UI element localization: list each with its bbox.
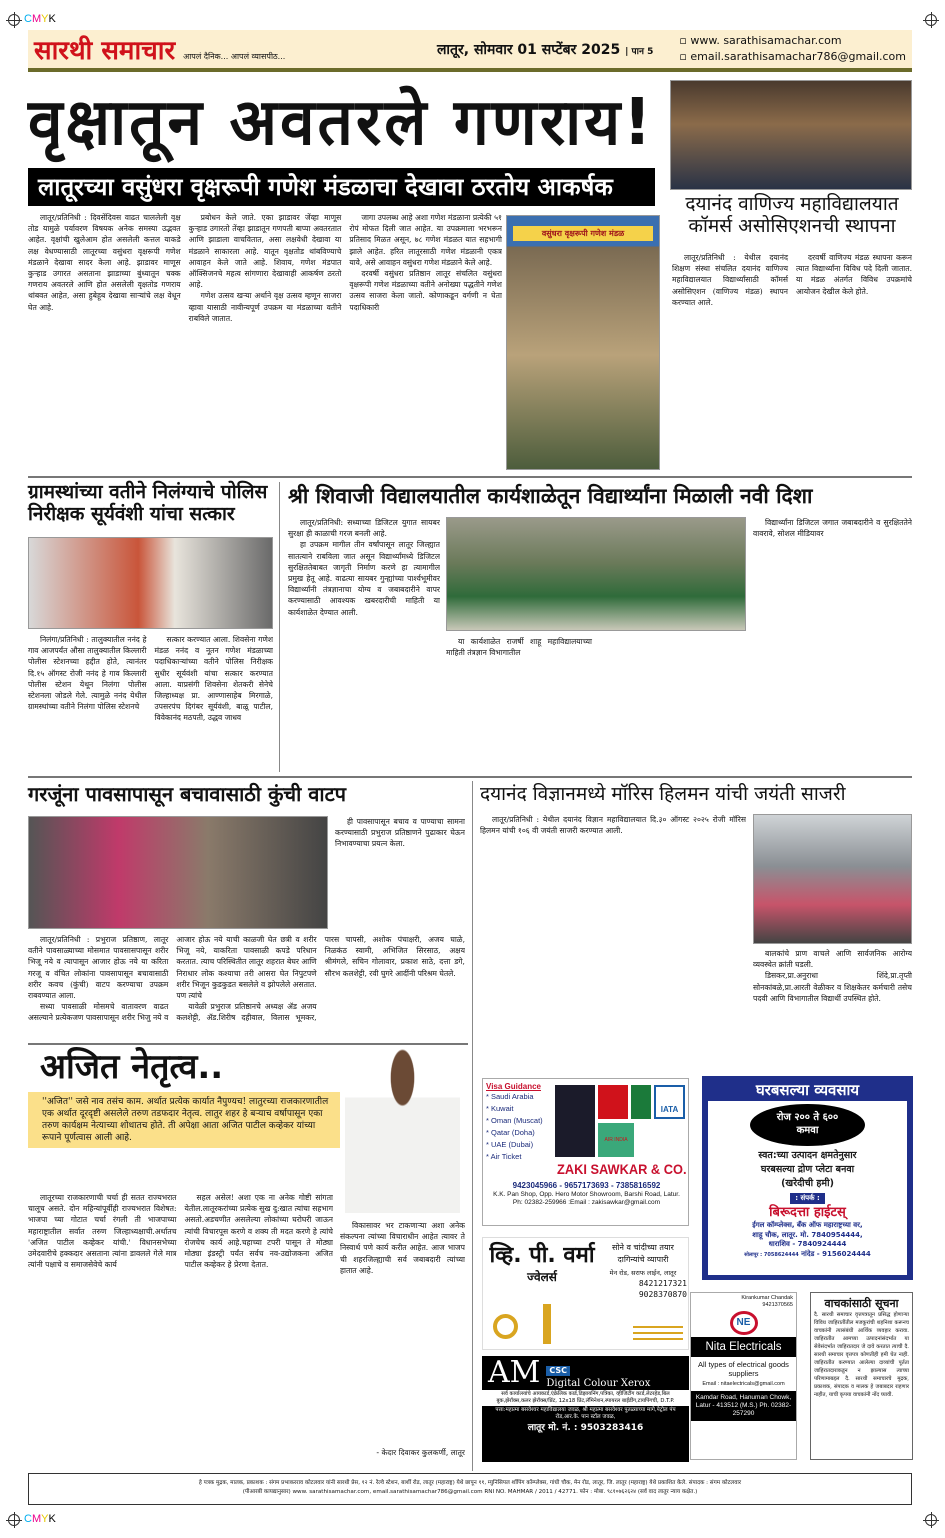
registration-mark-icon (8, 1514, 20, 1526)
nita-electricals-ad (690, 1292, 797, 1460)
lead-article-body: लातूर/प्रतिनिधी : दिवसेंदिवस वाढत चाललेली वृक्ष तोड यामुळे पर्यावरण विषयक अनेक समस्या उद्भवत आहेत. वृक्षांची खुलेआम होत असलेली कत्तल याकडे लक्ष वेधण्यासाठी लातूरच्या वसुंधरा वृक्षरूपी गणेश मंडळाने देखावा सादर केला आहे. झाडावर माणूस कुऱ्हाड उगारत असताना झाडाच्या बुंध्यातून चक्क गणराय अवतरले आणि होत असलेली वृक्षतोड गणराय थांबवत आहेत, असा हुबेहूब देखावा सार्‍यांचे लक्ष वेधून घेत आहे. प्रबोधन केले जाते. एका झाडावर जेंव्हा माणूस कुऱ्हाड उगारतो तेंव्हा झाडातून गणपती बाप्पा अवतरतात आणि झाडाला वाचवितात, असा लक्षवेधी देखावा या मंडळाने साकारला आहे. यातून वृक्षतोड थांबविण्याचे आवाहन केले जाते आहे. शिवाय, गणेश मंडपात ऑक्सिजनचे महत्व सांगणारा देखावाही आकर्षण ठरतो आहे. गणेश उत्सव खऱ्या अर्थाने वृक्ष उत्सव म्हणून साजरा व्हावा यासाठी नावीन्यपूर्ण उपक्रम या मंडळाच्या वतीने राबविले जातात. जागा उपलब्ध आहे अशा गणेश मंडळाना प्रत्येकी ५१ रोपं मोफत दिली जात आहेत. या उपक्रमाला भरभरून प्रतिसाद मिळत असून, ७८ गणेश मंडळत यात सहभागी झाले आहेत. हरित लातूरसाठी गणेश मंडळानी एकत्र यावे, असे आवाहन वसुंधरा गणेश मंडळाने केले आहे. दरवर्षी वसुंधरा प्रतिष्ठान लातूर संचलित वसुंधरा वृक्षरूपी गणेश मंडळाच्या वतीने अनोख्या पद्धतीने गणेश उत्सव साजरा केला जातो. कोणाकडून वर्गणी न घेता पदाधिकारी (28, 213, 502, 323)
police-headline: ग्रामस्थांच्या वतीने निलंग्याचे पोलिस निरीक्षक सूर्यवंशी यांचा सत्कार (28, 481, 268, 525)
issue-date (437, 40, 653, 59)
cmyk-mark (24, 1513, 56, 1525)
necklace-icon (543, 1304, 551, 1344)
date-text: लातूर, सोमवार 01 सप्टेंबर 2025 (436, 41, 621, 58)
jeweller-phone: 9028370870 (638, 1290, 687, 1299)
cmyk-c: C (24, 13, 32, 25)
ganesh-tree-photo (506, 215, 660, 470)
shivaji-headline: श्री शिवाजी विद्यालयातील कार्यशाळेतून विद्यार्थ्यांना मिळाली नवी दिशा (288, 484, 813, 508)
contact-links (679, 33, 906, 65)
ajit-article-body-2: विकासावर भर टाकणाऱ्या अशा अनेक संकल्पना त्यांच्या विचाराधीन आहेत त्यावर ते निस्वार्थ पणे कार्य करीत आहेत. आज भाजप ची शहरजिल्ह्याची सर्व जबाबदारी त्यांच्या हातात आहे. (340, 1221, 465, 1275)
cmyk-m: M (31, 13, 42, 25)
morris-article-body-2: बालकांचे प्राण वाचले आणि सार्वजनिक आरोग्य व्यवस्थेत क्रांती घडली. डिसकर,प्रा.अनुराधा शिंदे,प्रा.तृप्ती सोनकांबळे,प्रा.आरती वेळीकर व शिक्षकेतर कर्मचारी तसेच पदवी आणि विभागातील विद्यार्थी उपस्थित होते. (753, 949, 912, 1003)
morris-article-body: लातूर/प्रतिनिधी : येथील दयानंद विज्ञान महाविद्यालयात दि.३० ऑगस्ट २०२५ रोजी मॉरिस हिलमन यांची १०६ वी जयंती साजरी करण्यात आली. (480, 815, 746, 836)
imprint-line: (पीआरबी कायद्यानुसार) www. sarathisamachar.com, email.sarathisamachar786@gmail.com RNI NO. MAHMAR / 2011 / 42771. फोन : मोबा. ९८१०७६२६२४ (सर्व वाद लातूर न्याय कक्षेत.) (242, 1489, 698, 1495)
bangle-icon (493, 1314, 518, 1339)
kunchi-headline: गरजूंना पावसापासून बचावासाठी कुंची वाटप (28, 782, 347, 806)
ajit-quote-box: ''अजित'' जसे नाव तसंच काम. अर्थात प्रत्येक कार्यात नैपुण्यच! लातुरच्या राजकारणातील एक अर्थात दूरदृष्टी असलेले तरुण तडफदार नेतृत्व. लातुर शहर हे बऱ्याच वर्षापासून एका तरुण कार्यक्षम नेत्याच्या शोधातच होते. ती अपेक्षा आता अजित पाटील कव्हेकर यांच्या रूपाने पूर्णत्वास आली आहे. (28, 1092, 340, 1148)
jeweller-address: मेन रोड, सराफ लाईन, लातूर (609, 1269, 677, 1277)
chains-icon (633, 1326, 683, 1344)
visa-country-list: * Saudi Arabia * Kuwait * Oman (Muscat) * Qatar (Doha) * UAE (Dubai) * Air Ticket (486, 1092, 543, 1161)
imprint-footer (28, 1473, 912, 1505)
cmyk-c: C (24, 1513, 32, 1525)
cmyk-k: K (48, 13, 56, 25)
notice-title: वाचकांसाठी सूचना (824, 1297, 899, 1310)
jeweller-desc: सोने व चांदीच्या तयार (612, 1243, 674, 1252)
shivaji-article-body-3: विद्यार्थ्यांना डिजिटल जगात जबाबदारीने व सुरक्षिततेने वावरावे, सोशल मीडियावर (753, 518, 912, 539)
lead-headline: वृक्षातून अवतरले गणराय! (28, 86, 655, 160)
website-link[interactable]: ▫ www. sarathisamachar.com (679, 34, 842, 47)
zaki-contact-block (486, 1180, 687, 1207)
owner-phone: 9421370565 (762, 1302, 793, 1308)
zaki-phones: 9423045966 - 9657173693 - 7385816592 (512, 1181, 661, 1190)
am-title: Digital Colour Xerox (546, 1378, 651, 1389)
am-phone: लातूर मो. नं. : 9503283416 (527, 1423, 644, 1433)
section-divider (28, 1043, 468, 1045)
workshop-photo (446, 517, 746, 631)
gharbasalya-title: घरबसल्या व्यवसाय (755, 1081, 860, 1099)
jeweller-desc: दागिन्यांचे व्यापारी (617, 1255, 669, 1264)
tagline: आपलं दैनिक... आपलं व्यासपीठ... (183, 52, 286, 61)
am-digital-xerox-ad (482, 1356, 689, 1462)
cmyk-k: K (48, 1513, 56, 1525)
earnings-burst: रोज २०० ते ६०० कमवा (750, 1104, 865, 1146)
cmyk-m: M (31, 1513, 42, 1525)
zaki-address: K.K. Pan Shop, Opp. Hero Motor Showroom, Barshi Road, Latur. (493, 1191, 680, 1198)
felicitation-photo (28, 537, 273, 629)
ajit-article-body: लातूरच्या राजकारणाची चर्चा ही सतत राज्यभरात चालूच असते. दोन महिन्यांपूर्वीही राज्यभरात विशेषत: भाजपा च्या गोटात चर्चा रंगली ती भाजपाच्या महाराष्ट्रातील सर्वात तरुण जिल्हाध्यक्षाची.अर्थातच 'अजित पाटील कव्हेकर यांची.' विधानसभेच्या उमेदवारीचे हक्कदार असताना त्यांना डावलले गेले मात्र त्यांनी पक्षाचे व समाजसेवेचे कार्य सहल असेल! अशा एक ना अनेक गोष्टी सांगता येतील.लातूरकरांच्या प्रत्येक सुख दु:खात त्यांचा सहभाग असतो.अडचणीत असलेल्या लोकांच्या घरोघरी जाऊन त्यांची विचारपूस करणे व शक्य ती मदत करणे हे त्यांचे रोजचेच कार्य आहे.चहाच्या टपरी पासून ते मोठ्या मोठ्या इंडस्ट्री पर्यंत सर्वच नव-उद्योजकना अजित पाटील कव्हेकर हे प्रेरणा देतात. (28, 1193, 333, 1270)
photo-banner-text: वसुंधरा वृक्षरूपी गणेश मंडळ (513, 226, 653, 241)
nita-name: Nita Electricals (691, 1337, 796, 1357)
kunchi-article-side: ही पावसापासून बचाव व पाण्याचा सामना करण्यासाठी प्रभुराज प्रतिष्ठाणने पुढाकार घेऊन निभावण्याचा प्रयत्न केला. (335, 817, 465, 849)
column-divider (279, 482, 280, 772)
commerce-headline: दयानंद वाणिज्य महाविद्यालयात कॉमर्स असोसिएशनची स्थापना (685, 193, 899, 237)
page-number: | पान 5 (625, 46, 654, 57)
owner-name: Kirankumar Chandak (741, 1295, 793, 1301)
masthead (28, 30, 912, 72)
air-india-ticket-icon: AIR INDIA (598, 1123, 634, 1157)
zaki-sawkar-ad (482, 1078, 689, 1226)
nita-email: Email : nitaelectricals@gmail.com (702, 1381, 785, 1387)
jeweller-phone: 8421217321 (638, 1279, 687, 1288)
vp-verma-jewellers-ad (482, 1237, 689, 1350)
cmyk-mark (24, 13, 56, 25)
gharbasalya-ad: घरबसल्या व्यवसाय रोज २०० ते ६०० कमवा स्वत:च्या उत्पादन क्षमतेनुसार घरबसल्या द्रोण प्लेटा बनवा (खरेदीची हमी) : संपर्क : बिरूदत्ता हाईटस् ईगल कॉम्प्लेक्स, बँक ऑफ महाराष्ट्रच्या वर, शाहू चौक, लातूर. मो. 7840954444, धाराशिव - 7840924444 सोलापूर : 7058624444 नांदेड - 9156024444 (702, 1076, 913, 1280)
morris-event-photo (753, 814, 912, 944)
contact-label: : संपर्क : (790, 1193, 825, 1204)
zaki-email: Ph: 02382-259966 :Email : zakisawkar@gmail.com (512, 1199, 661, 1206)
csc-logo: CSC (546, 1366, 570, 1376)
police-article-body: निलंगा/प्रतिनिधी : तालुक्यातील ननंद हे गाव आजपर्यंत औसा तालुक्यातील किल्लारी पोलीस स्टेशनच्या हद्दीत होते, त्यानंतर दि.१५ ऑगस्ट रोजी ननंद हे गाव किल्लारी पोलीस स्टेशन येथून निलंगा पोलीस स्टेशनला जोडले गेले. त्यामुळे ननंद येथील ग्रामस्थांच्या वतीने निलंगा पोलिस स्टेशनचे सत्कार करण्यात आला. शिवसेना गणेश मंडळ ननंद व नूतन गणेश मंडळाच्या पदाधिकाऱ्यांच्या वतीने पोलिस निरीक्षक सुधीर सूर्यवंशी यांचा सत्कार करण्यात आला. याप्रसंगी शिवसेना शेतकरी सेनेचे जिल्हाध्यक्ष प्रा. आण्णासाहेब मिरगाळे, उपसरपंच दिगंबर सूर्यवंशी, बाळू पाटील, विवेकानंद मठपती, उद्धव जाधव (28, 635, 273, 723)
iata-logo: IATA (654, 1085, 685, 1119)
registration-mark-icon (925, 1514, 937, 1526)
ad-line: घरबसल्या द्रोण प्लेटा बनवा (760, 1164, 855, 1175)
zaki-name-block (557, 1161, 687, 1179)
reader-notice-box (810, 1292, 913, 1460)
email-link[interactable]: ▫ email.sarathisamachar786@gmail.com (679, 50, 906, 63)
passport-icon (555, 1085, 595, 1157)
visa-guidance-title: Visa Guidance (486, 1082, 541, 1091)
registration-mark-icon (925, 14, 937, 26)
jeweller-name: व्हि. पी. वर्मा (489, 1243, 595, 1268)
am-address: पत्ता:महात्मा बसवेश्वर महाविद्यालया जवळ, श्री महात्मा बसवेश्वर पुतळ्याच्या मागे,पेट्रोल पंप रोड,आर.के. पान स्टॉल जवळ, (495, 1407, 676, 1420)
am-services: सर्व कार्यालयांचे आयकार्ड,एंक्रेलिक कार्ड,डिझायनिंग,पत्रिका, व्हीजिटींग कार्ड,लेटरहेड,बिल बुक,झेरॉक्स,कलर झेरॉक्स/प्रिंट, 12x18 प्रिंट,लॅमिनेशन,स्पायरल बाईंडींग,टायपिंगची, D.T.P. (482, 1390, 689, 1406)
section-divider (28, 476, 912, 478)
shivaji-article-body-2: या कार्यशाळेत राजर्षी शाहू महाविद्यालयाच्या माहिती तंत्रज्ञान विभागातील (446, 637, 592, 658)
mosque-icon (631, 1085, 651, 1119)
kunchi-article-body: लातूर/प्रतिनिधी : प्रभुराज प्रतिष्ठाण, लातूर वतीने पावसाळ्याच्या मोसमात पावसासपासून शरीर भिजू नये व त्यापासून आजार होऊ नये या करिता गरजू व वंचित लोकांना पावसापासून बचावासाठी शरीर कवच (कुंची) वाटप करण्याचा उपक्रम राबवण्यात आला. सध्या पावसाळी मोसमचे वातावरण वाढत असल्याने प्रत्येकजण पावसापासून शरीर भिजु नये व आजार होऊ नये याची काळजी घेत छत्री व शरीर भिजू नये, याकरिता पावसाळी कपडे परिधान करतात. त्याच परिस्थितीत लातूर शहरात बेघर आणि निराधार लोक कश्याचा तरी आसरा घेत निपुटपणे शरीर भिजून कुडकुडत बसलेले व झोपलेले असतात. पण त्यांचे यावेळी प्रभुराज प्रतिष्ठानचे अध्यक्ष ॲड अजय कलशेट्टी, ॲड.शिरीष दहीवाल, विलास भूमकर, पारस चापसी, अशोक पंचाक्षरी, अजय घाळे, निळकंठ स्वामी, अभिजित सिरसाठ, अक्षय श्रीमंगले, सचिन गोलावार, प्रकाश साठे, दत्ता डगे, सौरभ कलशेट्टी, रवी घुगरे आदींनी परिश्रम घेतले. (28, 935, 465, 1023)
registration-mark-icon (8, 14, 20, 26)
section-divider (28, 776, 912, 778)
cmyk-y: Y (41, 1513, 49, 1525)
column-divider (472, 781, 473, 1471)
nita-desc: All types of electrical goods suppliers (698, 1360, 789, 1378)
ajit-portrait-photo (345, 1048, 460, 1213)
hajj-umrah-icon (598, 1085, 628, 1119)
zaki-company-name: ZAKI SAWKAR & CO. (557, 1161, 687, 1177)
nita-logo: NE (730, 1311, 758, 1335)
shivaji-article-body: लातूर/प्रतिनिधी: सध्याच्या डिजिटल युगात सायबर सुरक्षा ही काळाची गरज बनली आहे. हा उपक्रम मागील तीन वर्षांपासून लातूर जिल्ह्यात सातत्याने राबविला जात असून विद्यार्थ्यांमध्ये डिजिटल सुरक्षिततेबाबत जागृती निर्माण करणे हा त्यामागील प्रमुख हेतू आहे. वाढत्या सायबर गुन्ह्यांच्या पार्श्वभूमीवर विद्यार्थ्यांनी तंत्रज्ञानाचा योग्य व जबाबदारीने वापर करण्यासाठी आवश्यक खबरदारीची माहिती या कार्यशाळेत देण्यात आली. (288, 518, 440, 617)
jeweller-sub: ज्वेलर्स (527, 1270, 557, 1284)
ad-line: (खरेदीची हमी) (781, 1178, 834, 1189)
am-logo: AM (488, 1356, 541, 1390)
morris-headline: दयानंद विज्ञानमध्ये मॉरिस हिलमन यांची जयंती साजरी (480, 783, 846, 805)
nita-address: Kamdar Road, Hanuman Chowk, Latur - 413512 (M.S.) Ph. 02382-257290 (691, 1391, 796, 1421)
ad-line: स्वत:च्या उत्पादन क्षमतेनुसार (758, 1150, 857, 1161)
byline: - केदार दिवाकर कुलकर्णी, लातूर (376, 1448, 465, 1457)
ajit-headline: अजित नेतृत्व.. (40, 1047, 224, 1087)
cmyk-y: Y (41, 13, 49, 25)
commerce-event-photo (670, 80, 912, 190)
imprint-line: हे पत्रक मुद्रक, मालक, प्रकाशक : संगम प्रभाकरराव कोटलवार यांनी सारथी प्रेस, १२ नं. रेल्वे स्टेशन, बार्शी रोड, लातूर (महाराष्ट्र) येथे छापून ११, म्युनिसिपल शॉपिंग कॉम्प्लेक्स, गांधी चौक, मेन रोड, लातूर, जि. लातूर (महाराष्ट्र) येथे प्रकाशित केले. संपादक : संगम कोटलवार (198, 1480, 742, 1486)
distribution-photo (28, 816, 328, 929)
brand-name: बिरूदत्ता हाईटस् (769, 1205, 846, 1220)
notice-text: दै. सारथी समाचार वृत्तपत्रातून प्रसिद्ध होणाऱ्या विविध जाहिरातींतील मजकुरांची शहनिशा करूनच वाचकांनी त्यासंबंधी आर्थिक व्यवहार करावा. जाहिरातीत आमच्या उत्पादनांसंदर्भात या सेवेसंदर्भात जाहिरातदार जे दावे करतात त्याची दै. सारथी समाचार वृत्तपत्र कोणतीही हमी घेत नाही. जाहिरातीत करण्यात आलेल्या दाव्यांची पूर्तता जाहिरातदाराकडून न झाल्यास त्याच्या परिणामाबद्दल दै. सारथी समाचारचे मुद्रक, प्रकाशक, संपादक व मालक हे जबाबदार राहणार नाहीत, याची कृपया वाचकांनी नोंद घ्यावी. (814, 1312, 909, 1398)
newspaper-logo: सारथी समाचार (34, 36, 176, 66)
commerce-article-body: लातूर/प्रतिनिधी : येथील दयानंद शिक्षण संस्था संचलित दयानंद वाणिज्य महाविद्यालयात विद्यार्थ्यांसाठी कॉमर्स असोसिएशन (वाणिज्य मंडळ) स्थापन करण्यात आले. दरवर्षी वाणिज्य मंडळ स्थापना करून त्यात विद्यार्थ्यांना विविध पदे दिली जातात. या मंडळ अंतर्गत विविध उपक्रमांचे आयोजन देखील केले होते. (672, 253, 912, 307)
lead-subheadline: लातूरच्या वसुंधरा वृक्षरूपी गणेश मंडळाचा देखावा ठरतोय आकर्षक (28, 168, 655, 206)
